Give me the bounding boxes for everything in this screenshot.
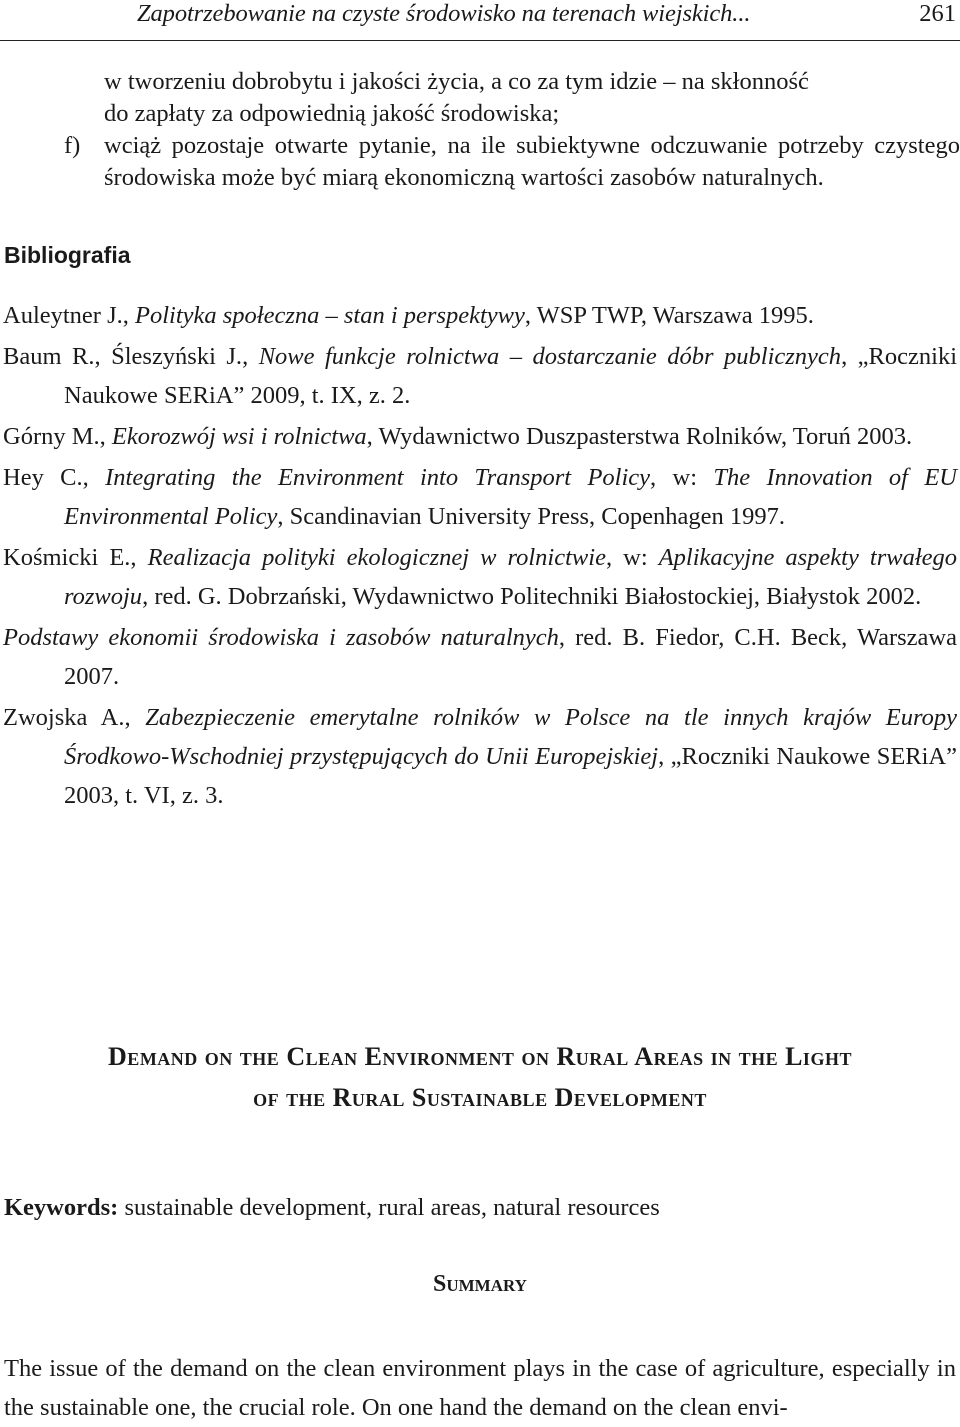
bibliography-entry [0,296,957,335]
bibliography-entry [0,618,957,696]
bib-author: Zwojska A. [3,704,125,731]
bibliography-entry [0,337,957,415]
bib-details: , WSP TWP, Warszawa 1995. [524,302,814,329]
bib-author: Auleytner J. [3,302,123,329]
list-item-f [0,130,960,194]
list-continuation-line: do zapłaty za odpowiednią jakość środowiska; [104,100,560,127]
running-title: Zapotrzebowanie na czyste środowisko na terenach wiejskich... [137,0,751,27]
bib-details: , red. B. Fiedor, C.H. Beck, Warszawa 2007. [64,624,957,690]
bib-title: Polityka społeczna – stan i perspektywy [135,302,525,329]
bib-book-title: Aplikacyjne aspekty trwałego rozwoju [64,544,958,610]
bib-title: Podstawy ekonomii środowiska i zasobów naturalnych [3,624,559,651]
bib-title: Ekorozwój wsi i rolnictwa [111,423,367,450]
bib-details: , red. G. Dobrzański, Wydawnictwo Politechniki Białostockiej, Białystok 2002. [142,583,922,610]
bib-author: Baum R., Śleszyński J. [3,343,243,370]
keywords-label: Keywords: [4,1194,119,1221]
main-content [0,66,960,817]
bib-separator: , [99,423,112,450]
bibliography-entry [0,538,957,616]
page-header [0,0,960,41]
bib-separator: , [124,704,146,731]
bib-separator: , [82,464,106,491]
bib-book-title: The Innovation of EU Environmental Policy [64,464,957,530]
bib-in: , w: [605,544,659,571]
bib-author: Hey C. [3,464,83,491]
summary-heading: Summary [433,1271,527,1297]
bib-title: Nowe funkcje rolnictwa – dostarczanie dóbr publicznych [258,343,842,370]
bib-details: , Wydawnictwo Duszpasterstwa Rolników, Toruń 2003. [366,423,913,450]
bib-separator: , [242,343,259,370]
list-item-text: wciąż pozostaje otwarte pytanie, na ile subiektywne odczuwanie potrzeby czystego środowiska może być miarą ekonomiczną wartości zasobów naturalnych. [104,132,960,191]
bib-details: , „Roczniki Naukowe SERiA” 2003, t. VI, z. 3. [64,743,957,809]
bib-separator: , [122,302,135,329]
bib-title: Integrating the Environment into Transport Policy [105,464,651,491]
summary-text: The issue of the demand on the clean environment plays in the case of agriculture, especially in the sustainable one, the crucial role. On one hand the demand on the clean envi- [4,1355,956,1421]
keywords [4,1194,660,1222]
bibliography-entry [0,698,957,815]
bibliography-entry [0,417,957,456]
bib-author: Kośmicki E. [3,544,131,571]
bib-details: , Scandinavian University Press, Copenhagen 1997. [277,503,786,530]
list-marker: f) [64,132,81,159]
bibliography-list [0,296,960,815]
english-title-line: of the Rural Sustainable Development [253,1083,707,1112]
english-title [0,1036,960,1118]
bib-title: Realizacja polityki ekologicznej w rolnictwie [147,544,606,571]
bib-separator: , [130,544,148,571]
bibliography-heading: Bibliografia [4,242,131,268]
bibliography-entry [0,458,957,536]
bib-details: , „Roczniki Naukowe SERiA” 2009, t. IX, z. 2. [64,343,958,409]
page-number: 261 [919,0,956,27]
keywords-text: sustainable development, rural areas, natural resources [118,1194,660,1221]
bib-title: Zabezpieczenie emerytalne rolników w Polsce na tle innych krajów Europy Środkowo-Wschodniej przystępujących do Unii Europejskiej [64,704,958,770]
bib-in: , w: [650,464,714,491]
bib-author: Górny M. [3,423,100,450]
list-continuation-line: w tworzeniu dobrobytu i jakości życia, a co za tym idzie – na skłonność [104,68,809,95]
english-title-line: Demand on the Clean Environment on Rural Areas in the Light [108,1042,852,1071]
